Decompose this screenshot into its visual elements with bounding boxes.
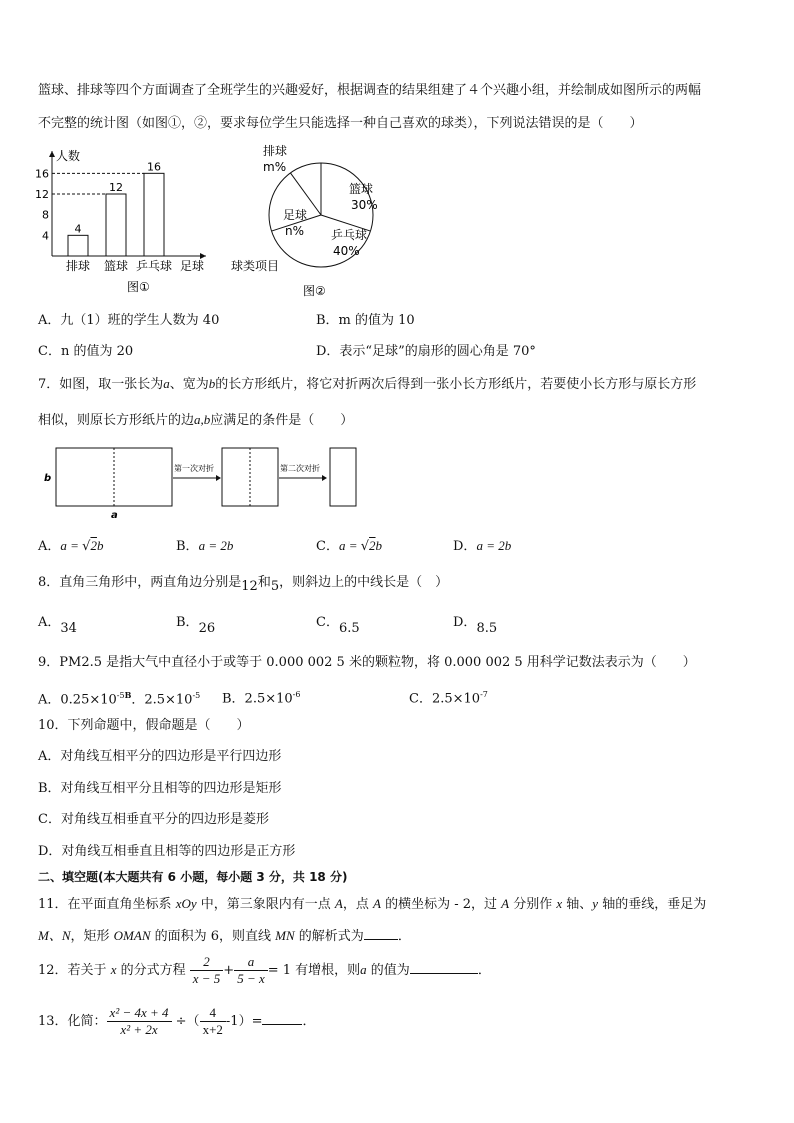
folding-figure: [40, 440, 370, 524]
q6-line1: 篮球、排球等四个方面调查了全班学生的兴趣爱好，根据调查的结果组建了４个兴趣小组，并绘制成如图所示的两幅: [38, 83, 702, 98]
q10-stem: 10．下列命题中，假命题是（ ）: [38, 718, 250, 733]
q11-answer-blank[interactable]: [364, 927, 398, 940]
q8-option-b[interactable]: B．26: [176, 615, 216, 636]
slice-value-3: m%: [263, 160, 287, 174]
bar-label: 12: [109, 181, 123, 194]
q6-option-a[interactable]: A．九（1）班的学生人数为 40: [38, 313, 220, 328]
q9-option-a[interactable]: A．$0.25\times 10^{-5B}$．$2.5\times 10^{-5}$: [38, 690, 201, 708]
x-axis-label: 球类项目: [231, 259, 280, 273]
q7-option-c[interactable]: C．a = √2b: [316, 538, 383, 554]
y-axis-arrow: [49, 151, 55, 157]
slice-label-3: 排球: [263, 144, 288, 158]
bar-1: [106, 194, 126, 256]
arrowhead-1: [216, 475, 221, 481]
q12-fraction-1: $\frac{2}{x - 5}$: [190, 954, 224, 987]
q6-option-b[interactable]: B．m 的值为 10: [316, 313, 415, 328]
quarter-rectangle: [330, 448, 356, 506]
q10-option-a[interactable]: A．对角线互相平分的四边形是平行四边形: [38, 749, 282, 764]
bar-2: [144, 173, 164, 256]
bar-0: [68, 235, 88, 256]
q12-fraction-2: $\frac{a}{5 - x}$: [234, 954, 268, 987]
q8-option-c[interactable]: C．6.5: [316, 615, 360, 636]
section-heading-fill-blank: 二、填空题(本大题共有 6 小题，每小题 3 分，共 18 分): [38, 870, 348, 884]
category-label: 排球: [65, 259, 91, 273]
category-label: 篮球: [103, 259, 129, 273]
slice-value-1: 40%: [333, 244, 360, 258]
bar-chart: [30, 143, 280, 303]
q13-fraction-1: $\frac{\text{x² − 4x + 4}}{\text{x² + 2x}}$: [107, 1005, 172, 1038]
category-label: 乒乓球: [135, 259, 173, 273]
q7-line1: 7．如图，取一张长为a、宽为b的长方形纸片，将它对折两次后得到一张小长方形纸片，若要使小长方形与原长方形: [38, 376, 697, 392]
q12-answer-blank[interactable]: [410, 961, 478, 974]
y-tick-label: 12: [35, 188, 49, 201]
bar-label: 16: [147, 160, 161, 174]
slice-label-0: 篮球: [349, 182, 374, 196]
pie-chart: [255, 143, 390, 303]
chart-title: 图②: [303, 284, 326, 298]
q10-option-c[interactable]: C．对角线互相垂直平分的四边形是菱形: [38, 812, 269, 827]
q13-line: 13．化简： $\frac{\text{x² − 4x + 4}}{\text{x² + 2x}}$ ÷（ $\frac{4}{x+2}$ -1）= ．: [38, 1005, 316, 1037]
q9-stem: 9．PM2.5 是指大气中直径小于或等于 0.000 002 5 米的颗粒物，将 0.000 002 5 用科学记数法表示为（ ）: [38, 655, 696, 670]
q6-line2: 不完整的统计图（如图①，②，要求每位学生只能选择一种自己喜欢的球类），下列说法错误的是（ ）: [38, 116, 643, 131]
arrowhead-2: [322, 475, 327, 481]
fold1-label: 第一次对折: [174, 464, 214, 473]
slice-label-2: 足球: [283, 208, 308, 222]
q7-option-b[interactable]: B．a = 2b: [176, 538, 234, 554]
q10-option-b[interactable]: B．对角线互相平分且相等的四边形是矩形: [38, 781, 282, 796]
q11-line2: M、N，矩形 OMAN 的面积为 6，则直线 MN 的解析式为 ．: [38, 928, 411, 944]
y-tick-label: 4: [42, 229, 49, 243]
category-label: 足球: [179, 259, 205, 273]
q8-stem: 8．直角三角形中，两直角边分别是12和5，则斜边上的中线长是（ ）: [38, 575, 449, 594]
chart-title: 图①: [127, 280, 150, 294]
q11-line1: 11．在平面直角坐标系 xOy 中，第三象限内有一点 A，点 A 的横坐标为 - 2，过 A 分别作 x 轴、y 轴的垂线，垂足为: [38, 896, 707, 912]
q6-option-c[interactable]: C．n 的值为 20: [38, 344, 134, 359]
q9-option-c[interactable]: C．$2.5\times 10^{-7}$: [409, 690, 488, 707]
q9-option-b[interactable]: B．$2.5\times 10^{-6}$: [222, 690, 301, 707]
q13-fraction-2: $\frac{4}{x+2}$: [200, 1005, 226, 1038]
q8-option-d[interactable]: D．8.5: [453, 615, 498, 636]
q7-line2: 相似，则原长方形纸片的边a,b应满足的条件是（ ）: [38, 412, 354, 428]
y-tick-label: 8: [42, 208, 49, 222]
fold2-label: 第二次对折: [280, 464, 320, 473]
label-a: a: [111, 510, 118, 521]
q13-answer-blank[interactable]: [262, 1012, 302, 1025]
y-axis-label: 人数: [56, 149, 81, 163]
q12-line: 12．若关于 x 的分式方程 $\frac{2}{x - 5}$ + $\frac{a}{5 - x}$ = 1 有增根，则a 的值为 ．: [38, 954, 491, 986]
q7-option-d[interactable]: D．a = 2b: [453, 538, 512, 554]
y-tick-label: 16: [35, 167, 49, 181]
slice-value-2: n%: [285, 224, 305, 238]
q10-option-d[interactable]: D．对角线互相垂直且相等的四边形是正方形: [38, 844, 296, 859]
slice-value-0: 30%: [351, 198, 378, 212]
slice-label-1: 乒乓球: [331, 228, 368, 242]
label-b: b: [44, 473, 52, 484]
bar-label: 4: [74, 222, 82, 236]
q7-option-a[interactable]: A．a = √2b: [38, 538, 104, 554]
q8-option-a[interactable]: A．34: [38, 615, 77, 636]
q6-option-d[interactable]: D．表示“足球”的扇形的圆心角是 70°: [316, 344, 536, 359]
